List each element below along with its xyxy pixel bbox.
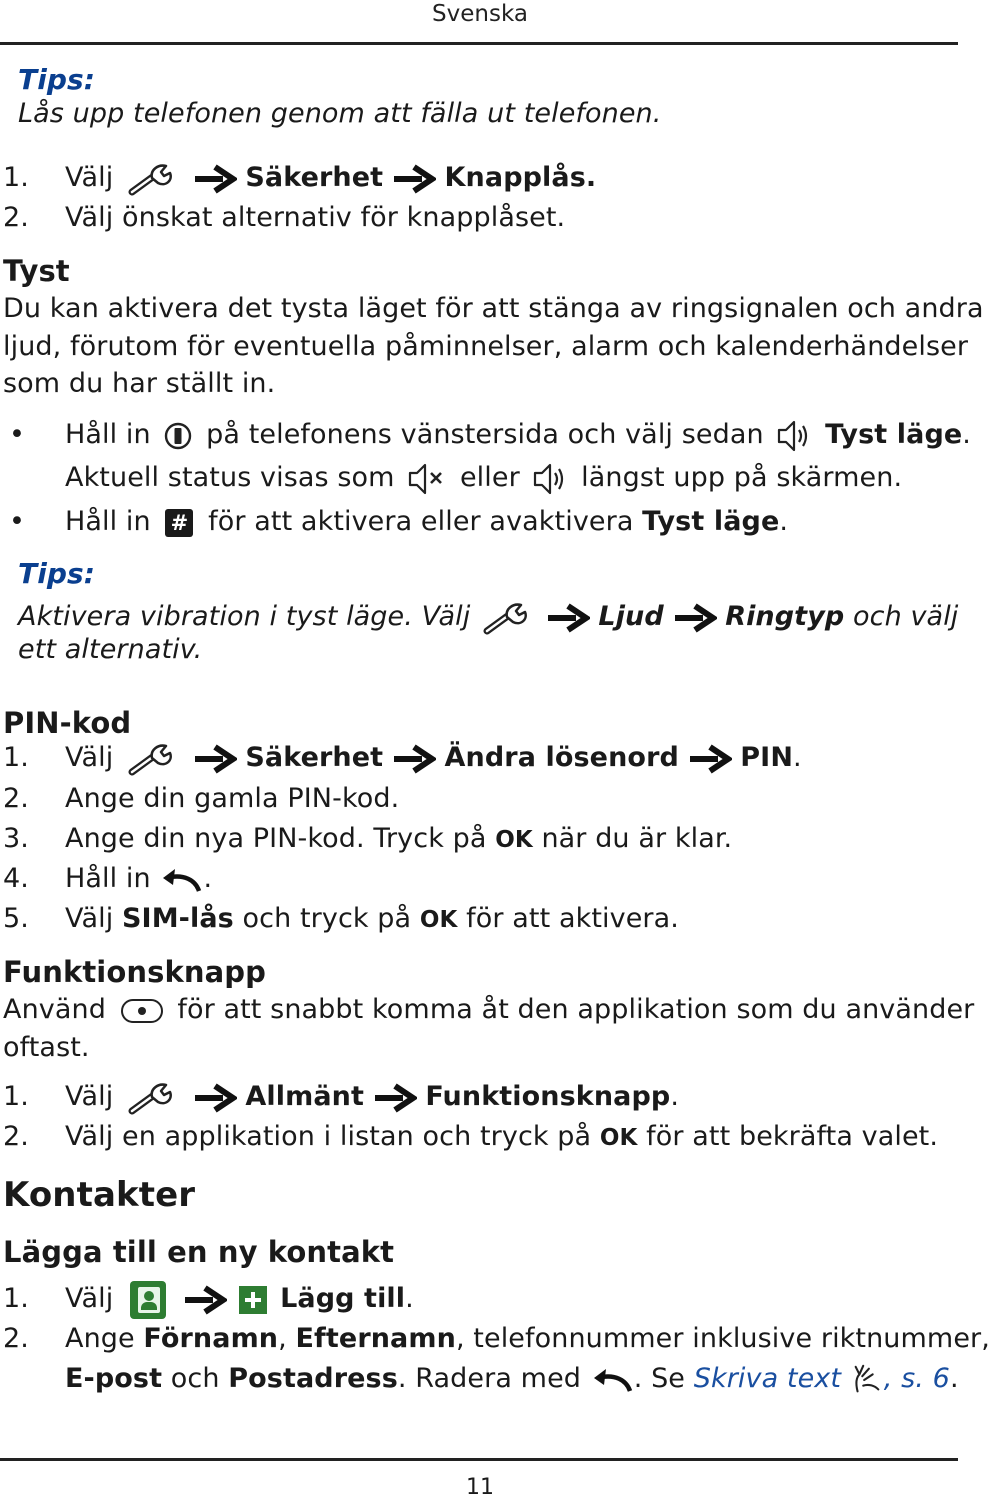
section-title-function-key: Funktionsknapp — [3, 955, 266, 989]
keylock-step-2: 2. Välj önskat alternativ för knapplåset. — [3, 202, 566, 233]
arrow-right-icon — [193, 744, 237, 774]
section-title-silent: Tyst — [3, 254, 70, 288]
arrow-right-icon — [373, 1083, 417, 1113]
ok-key-label: OK — [495, 827, 533, 853]
arrow-right-icon — [193, 164, 237, 194]
tips-label: Tips: — [18, 557, 96, 590]
silent-intro-line-1: Du kan aktivera det tysta läget för att stänga av ringsignalen och andra — [3, 293, 984, 324]
header-rule — [0, 42, 958, 45]
wrench-icon — [128, 1081, 178, 1115]
silent-bullet-1-line-2: Aktuell status visas som eller längst upp på skärmen. — [65, 458, 902, 498]
silent-intro-line-3: som du har ställt in. — [3, 368, 276, 399]
back-arrow-icon — [590, 1365, 634, 1395]
pin-step-2: 2. Ange din gamla PIN-kod. — [3, 783, 400, 814]
tips-text: Lås upp telefonen genom att fälla ut telefonen. — [18, 98, 662, 129]
pin-step-4: 4. Håll in . — [3, 863, 213, 894]
header-language: Svenska — [432, 1, 528, 27]
arrow-right-icon — [673, 603, 717, 633]
keylock-step-1: 1. Välj Säkerhet Knapplås. — [3, 158, 596, 198]
arrow-right-icon — [546, 603, 590, 633]
silent-tips-line-2: ett alternativ. — [18, 634, 203, 665]
function-key-intro-line-1: Använd för att snabbt komma åt den applikation som du använder — [3, 994, 975, 1025]
contacts-step-2: 2. Ange Förnamn, Efternamn, telefonnummer inklusive riktnummer, — [3, 1323, 990, 1354]
section-title-pin: PIN-kod — [3, 706, 132, 740]
contacts-book-icon — [130, 1281, 166, 1319]
arrow-right-icon — [688, 744, 732, 774]
speaker-muted-icon — [407, 461, 447, 497]
wrench-icon — [128, 742, 178, 776]
function-key-icon — [121, 999, 163, 1023]
hand-icon — [850, 1363, 884, 1397]
back-arrow-icon — [159, 865, 203, 895]
section-title-add-contact: Lägga till en ny kontakt — [3, 1235, 395, 1269]
arrow-right-icon — [392, 744, 436, 774]
silent-tips-line-1: Aktivera vibration i tyst läge. Välj Ljud Ringtyp och välj — [18, 597, 958, 637]
silent-bullet-1: • Håll in på telefonens vänstersida och välj sedan Tyst läge. — [3, 415, 971, 455]
pin-step-3: 3. Ange din nya PIN-kod. Tryck på OK när du är klar. — [3, 823, 733, 854]
link-writing-text[interactable]: Skriva text — [693, 1363, 842, 1394]
arrow-right-icon — [392, 164, 436, 194]
footer-rule — [0, 1458, 958, 1461]
page-number: 11 — [466, 1475, 494, 1500]
wrench-icon — [128, 162, 178, 196]
ok-key-label: OK — [599, 1125, 638, 1151]
chapter-title-contacts: Kontakter — [3, 1175, 196, 1215]
speaker-icon — [532, 461, 568, 497]
arrow-right-icon — [183, 1285, 227, 1315]
power-button-icon — [163, 421, 193, 451]
pin-step-5: 5. Välj SIM-lås och tryck på OK för att aktivera. — [3, 903, 679, 934]
contacts-step-2-line-2: E-post och Postadress. Radera med . Se Skriva text , s. 6. — [65, 1359, 959, 1399]
tips-label: Tips: — [18, 63, 96, 96]
silent-intro-line-2: ljud, förutom för eventuella påminnelser, alarm och kalenderhändelser — [3, 331, 969, 362]
arrow-right-icon — [193, 1083, 237, 1113]
function-key-intro-line-2: oftast. — [3, 1032, 90, 1063]
hash-key-icon: # — [165, 509, 193, 537]
function-key-step-2: 2. Välj en applikation i listan och tryck på OK för att bekräfta valet. — [3, 1121, 939, 1152]
ok-key-label: OK — [419, 907, 458, 933]
plus-icon — [239, 1286, 267, 1314]
contacts-step-1: 1. Välj Lägg till. — [3, 1279, 414, 1319]
wrench-icon — [483, 601, 533, 635]
pin-step-1: 1. Välj Säkerhet Ändra lösenord PIN. — [3, 738, 802, 778]
function-key-step-1: 1. Välj Allmänt Funktionsknapp. — [3, 1077, 679, 1117]
link-page-reference[interactable]: , s. 6 — [883, 1363, 950, 1394]
silent-bullet-2: • Håll in # för att aktivera eller avaktivera Tyst läge. — [9, 506, 789, 537]
speaker-icon — [776, 418, 812, 454]
